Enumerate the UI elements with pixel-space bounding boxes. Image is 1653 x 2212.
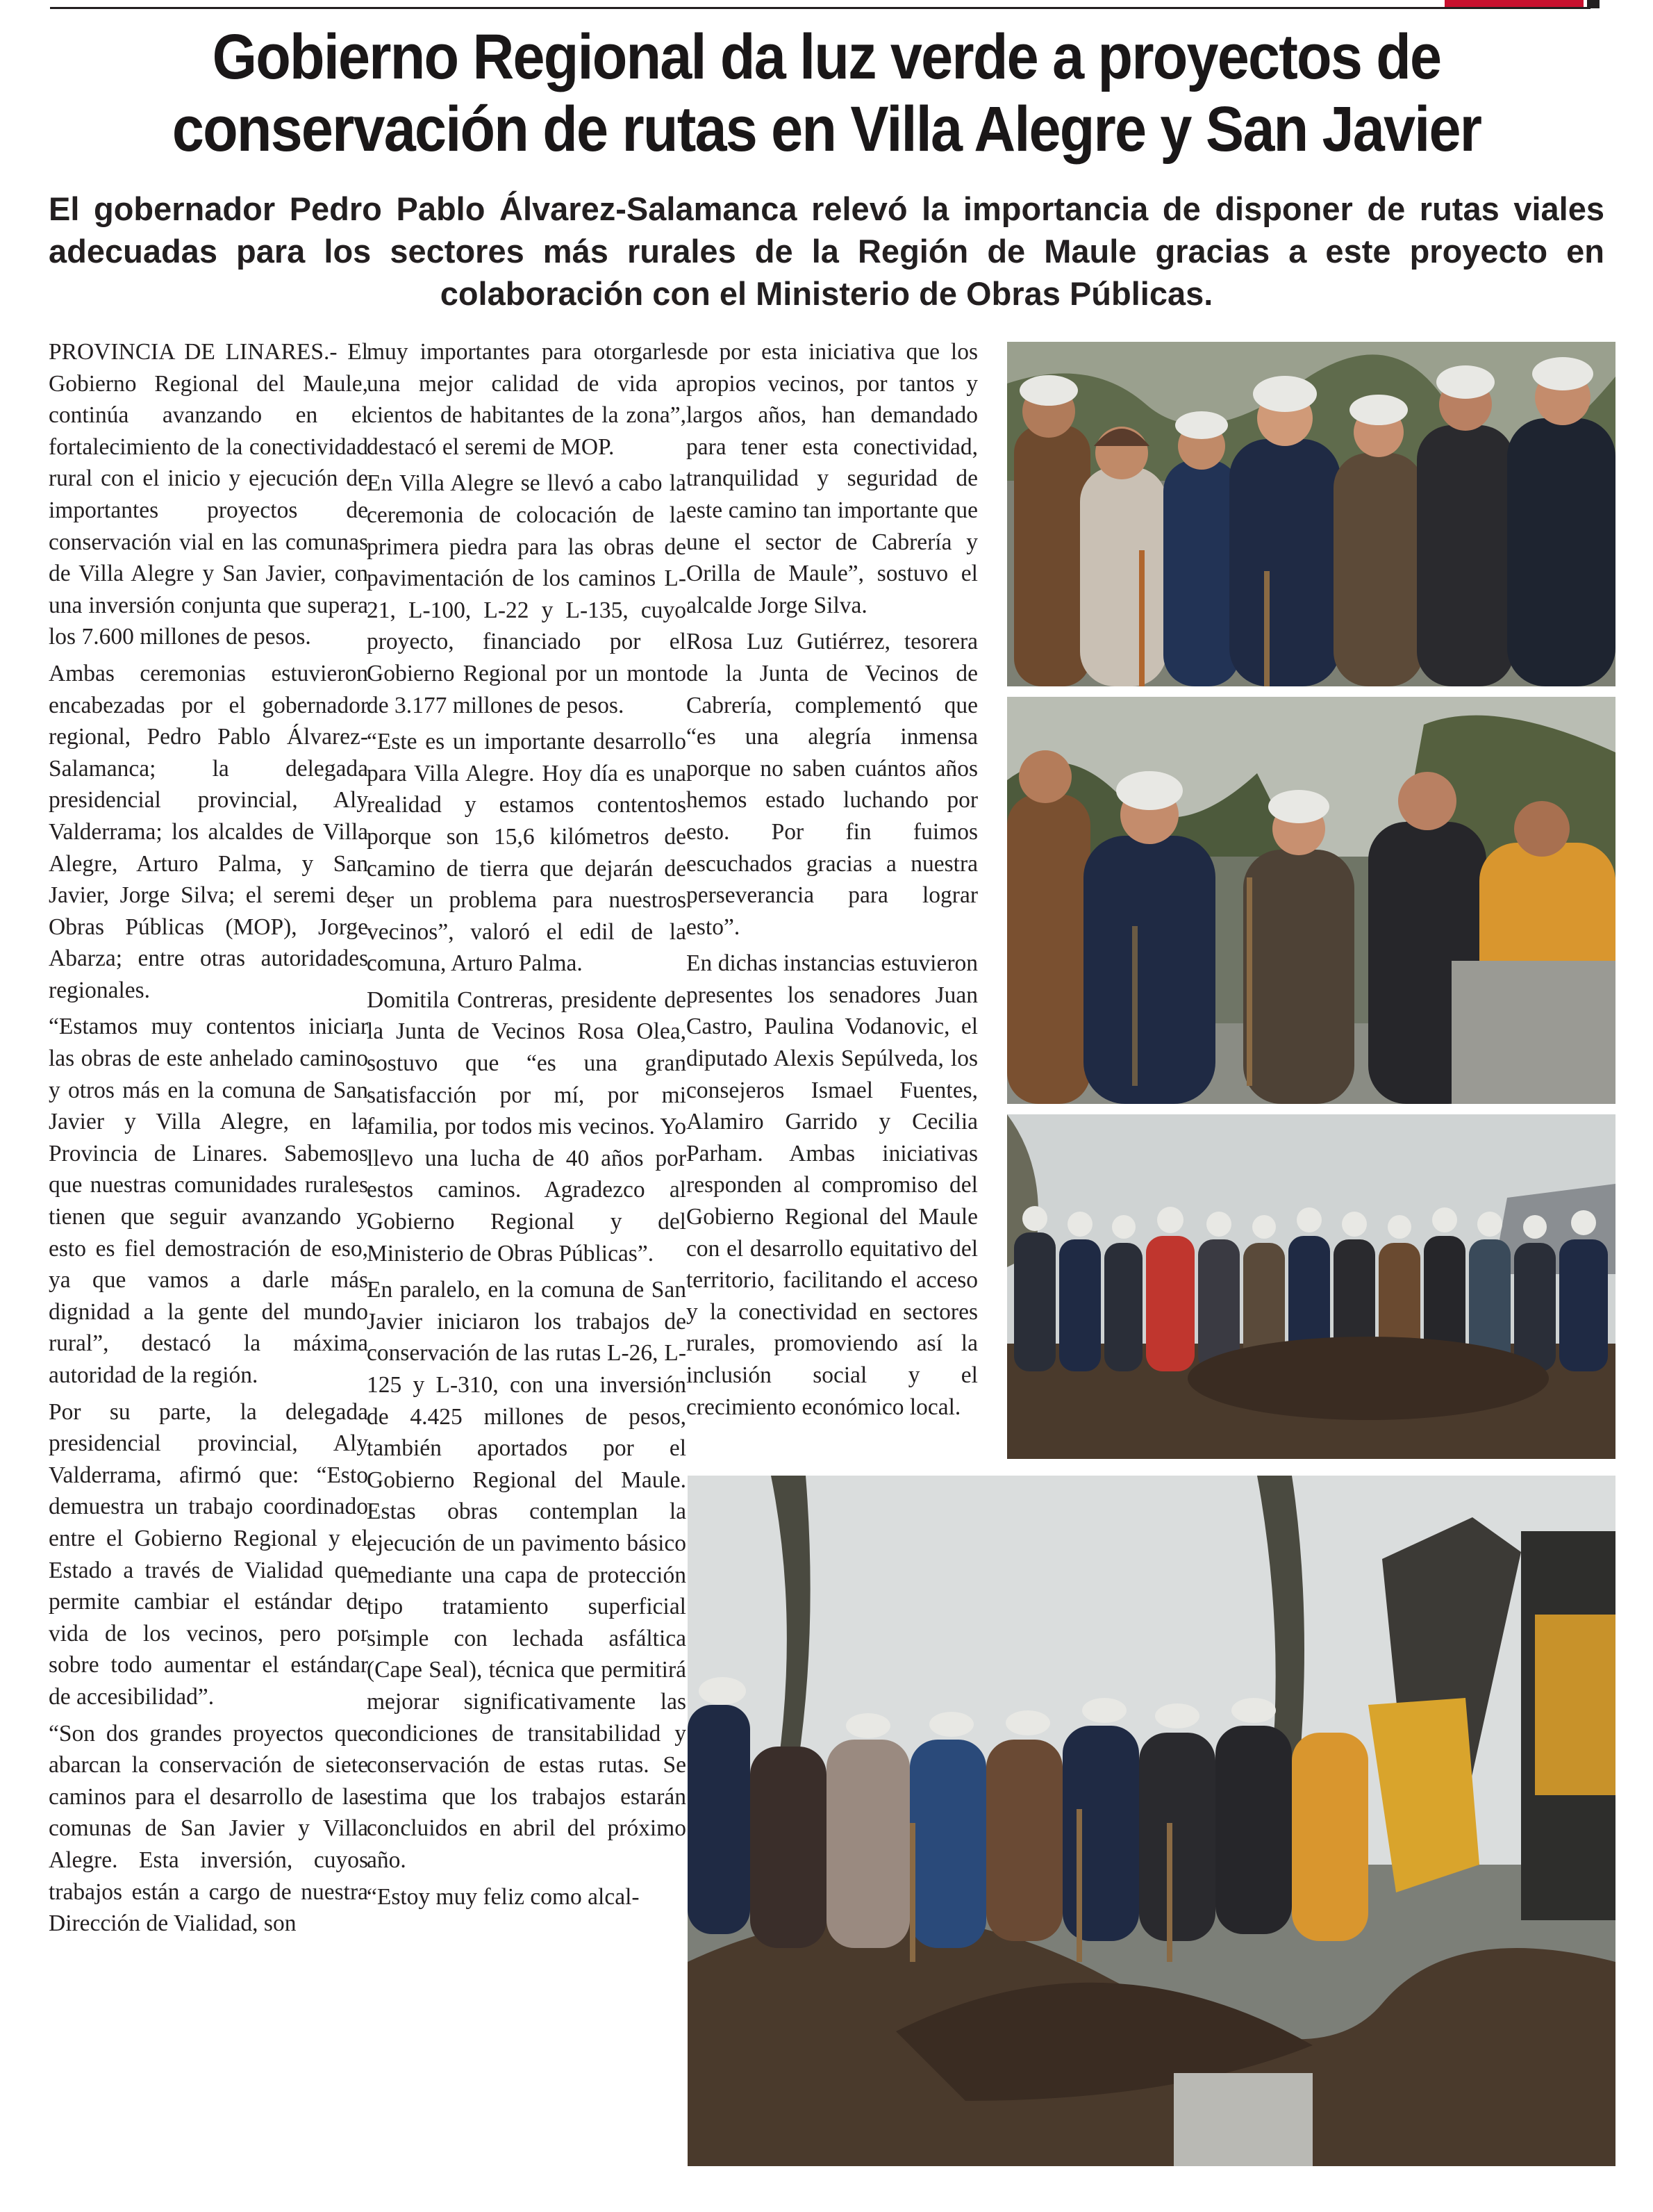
paragraph: muy importantes para otorgarles una mejor calidad de vida a cientos de habitantes de la zona”, destacó el seremi de MOP. xyxy=(367,339,686,460)
paragraph: Rosa Luz Gutiérrez, tesorera de la Junta de Vecinos de Cabrería, complementó que “es una alegría inmensa porque no saben cuántos años hemos estado luchando por esto. Por fin fuimos escuchados gracias a nuestra perseverancia para lograr esto”. xyxy=(686,629,978,940)
photo-excavator-groundbreaking xyxy=(688,1476,1615,2166)
photo-shovel-ceremony xyxy=(1007,697,1615,1104)
headline-line-2: conservación de rutas en Villa Alegre y San Javier xyxy=(172,94,1481,165)
photo-wide-group xyxy=(1007,1114,1615,1459)
paragraph: En paralelo, en la comuna de San Javier iniciaron los trabajos de conservación de las rutas L-26, L-125 y L-310, con una inversión de 4.425 millones de pesos, también aportados por el Gobierno Regional del Maule. Estas obras contemplan la ejecución de un pavimento básico mediante una capa de protección tipo tratamiento superficial simple con lechada asfáltica (Cape Seal), técnica que permitirá mejorar significativamente las condiciones de transitabilidad y conservación de estas rutas. Se estima que los trabajos estarán concluidos en abril del próximo año. xyxy=(367,1277,686,1873)
photo-group-portrait xyxy=(1007,342,1615,686)
paragraph: Domitila Contreras, presidente de la Junta de Vecinos Rosa Olea, sostuvo que “es una gran satisfacción por mí, por mi familia, por todos mis vecinos. Yo llevo una lucha de 40 años por estos caminos. Agradezco al Gobierno Regional y del Ministerio de Obras Públicas”. xyxy=(367,987,686,1266)
paragraph: En dichas instancias estuvieron presentes los senadores Juan Castro, Paulina Vodanovic, el diputado Alexis Sepúlveda, los consejeros Ismael Fuentes, Alamiro Garrido y Cecilia Parham. Ambas iniciativas responden al compromiso del Gobierno Regional del Maule con el desarrollo equitativo del territorio, facilitando el acceso y la conectividad en sectores rurales, promoviendo así la inclusión social y el crecimiento económico local. xyxy=(686,950,978,1420)
section-tab xyxy=(1445,0,1584,7)
deck-subtitle: El gobernador Pedro Pablo Álvarez-Salamanca relevó la importancia de disponer de rutas viales adecuadas para los sectores más rurales de la Región de Maule gracias a este proyecto en colaboración con el Ministerio de Obras Públicas. xyxy=(49,190,1604,312)
paragraph: PROVINCIA DE LINARES.- El Gobierno Regional del Maule, continúa avanzando en el fortalecimiento de la conectividad rural con el inicio y ejecución de importantes proyectos de conservación vial en las comunas de Villa Alegre y San Javier, con una inversión conjunta que supera los 7.600 millones de pesos. xyxy=(49,339,368,650)
paragraph: de por esta iniciativa que los propios vecinos, por tantos y largos años, han demandado para tener esta conectividad, tranquilidad y seguridad de este camino tan importante que une el sector de Cabrería y Orilla de Maule”, sostuvo el alcalde Jorge Silva. xyxy=(686,339,978,618)
paragraph: “Estamos muy contentos iniciar las obras de este anhelado camino y otros más en la comuna de San Javier y Villa Alegre, en la Provincia de Linares. Sabemos que nuestras comunidades rurales tienen que seguir avanzando y esto es fiel demostración de eso, ya que vamos a darle más dignidad a la gente del mundo rural”, destacó la máxima autoridad de la región. xyxy=(49,1014,368,1388)
paragraph: Ambas ceremonias estuvieron encabezadas por el gobernador regional, Pedro Pablo Álvarez-Salamanca; la delegada presidencial provincial, Aly Valderrama; los alcaldes de Villa Alegre, Arturo Palma, y San Javier, Jorge Silva; el seremi de Obras Públicas (MOP), Jorge Abarza; entre otras autoridades regionales. xyxy=(49,660,368,1003)
page-corner-mark xyxy=(1587,0,1600,8)
article-column-3 xyxy=(686,336,978,1428)
paragraph: En Villa Alegre se llevó a cabo la ceremonia de colocación de la primera piedra para las obras de pavimentación de los caminos L-21, L-100, L-22 y L-135, cuyo proyecto, financiado por el Gobierno Regional por un monto de 3.177 millones de pesos. xyxy=(367,470,686,718)
headline xyxy=(120,21,1533,165)
top-rule xyxy=(50,7,1590,9)
paragraph: “Estoy muy feliz como alcal- xyxy=(367,1883,640,1910)
headline-line-1: Gobierno Regional da luz verde a proyectos de xyxy=(212,22,1441,92)
article-column-1 xyxy=(49,336,368,1945)
paragraph: “Son dos grandes proyectos que abarcan la conservación de siete caminos para el desarrollo de las comunas de San Javier y Villa Alegre. Esta inversión, cuyos trabajos están a cargo de nuestra Dirección de Vialidad, son xyxy=(49,1720,368,1937)
paragraph: Por su parte, la delegada presidencial provincial, Aly Valderrama, afirmó que: “Esto demuestra un trabajo coordinado entre el Gobierno Regional y el Estado a través de Vialidad que permite cambiar el estándar de vida de los vecinos, pero por sobre todo aumentar el estándar de accesibilidad”. xyxy=(49,1398,368,1710)
paragraph: “Este es un importante desarrollo para Villa Alegre. Hoy día es una realidad y estamos contentos porque son 15,6 kilómetros de camino de tierra que dejarán de ser un problema para nuestros vecinos”, valoró el edil de la comuna, Arturo Palma. xyxy=(367,729,686,977)
article-column-2 xyxy=(367,336,686,1917)
